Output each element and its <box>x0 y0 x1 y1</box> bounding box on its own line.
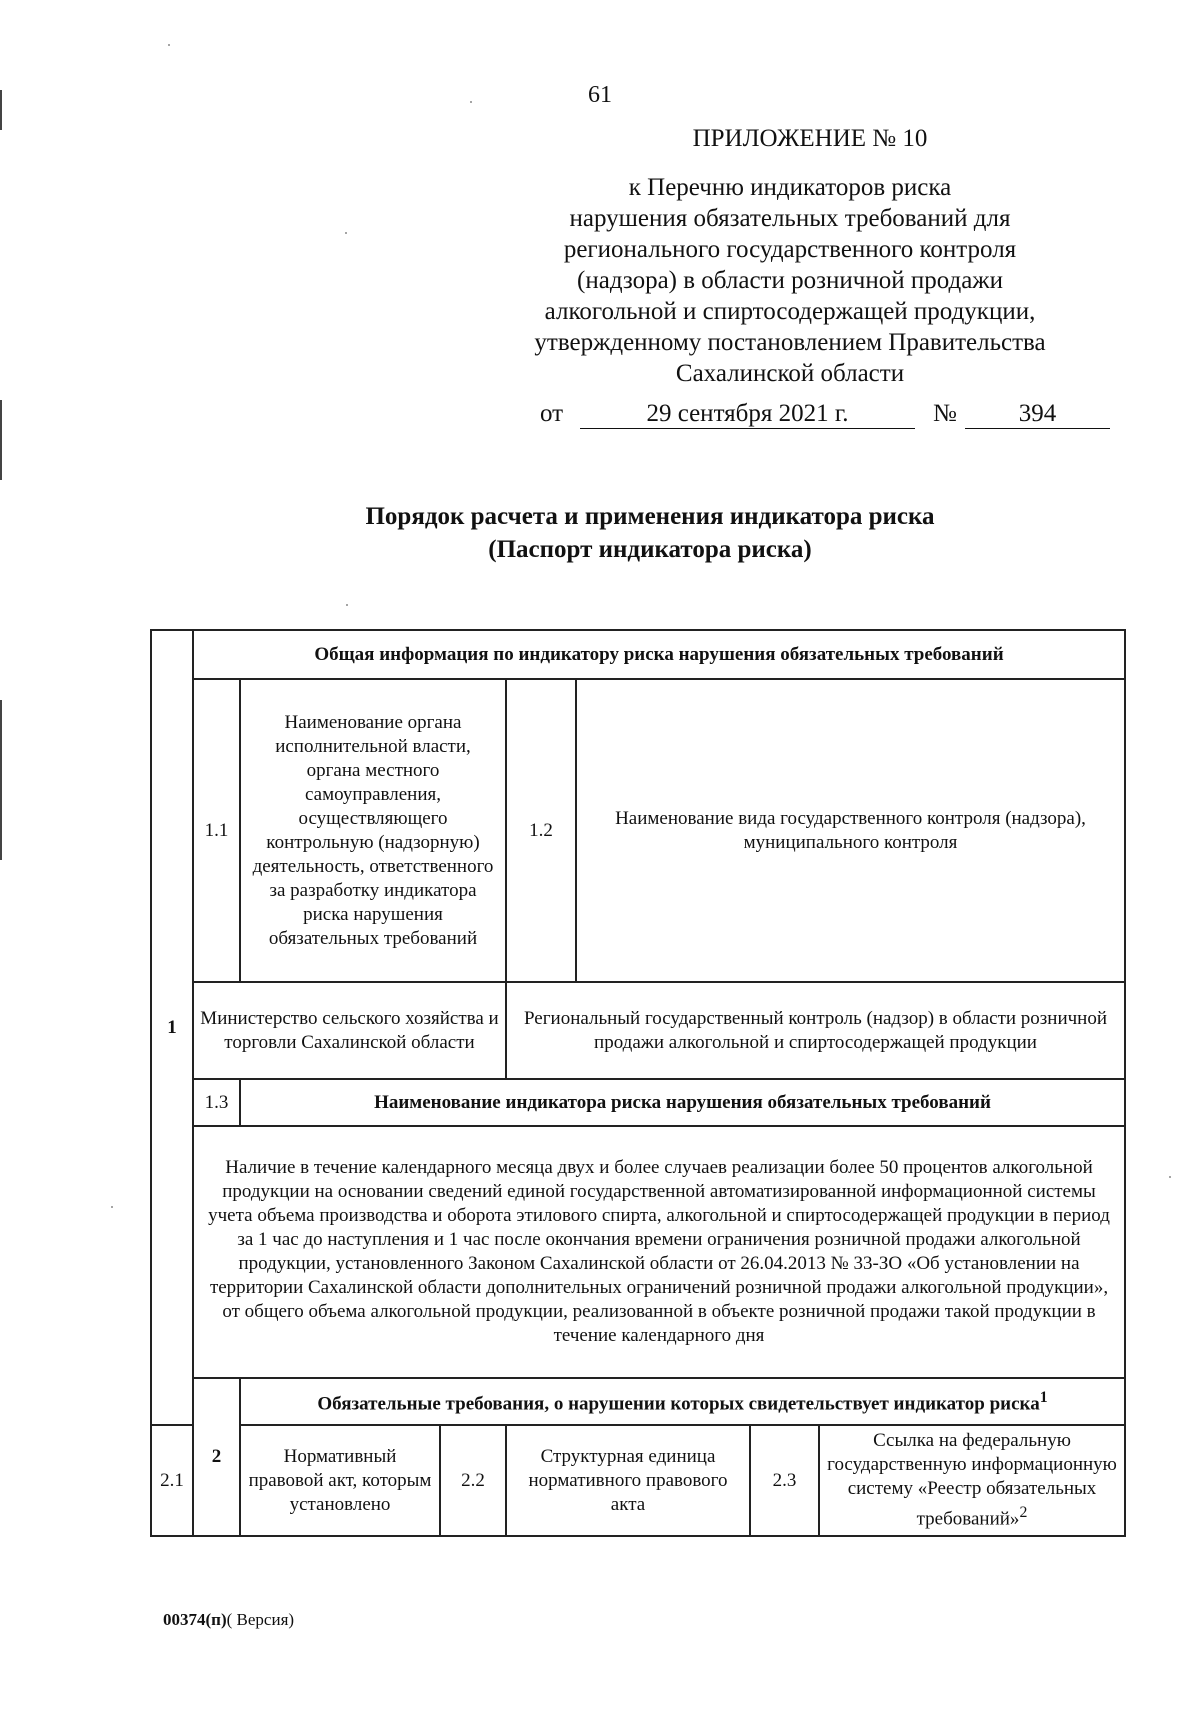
footer-version: ( Версия) <box>226 1610 295 1629</box>
decree-date-line <box>540 400 1120 436</box>
scan-dust <box>168 44 170 46</box>
section-2-header <box>240 1378 1125 1425</box>
scan-dust <box>346 604 348 606</box>
decree-number: 394 <box>965 400 1110 429</box>
scan-edge-mark <box>0 700 2 860</box>
item-1-2-number: 1.2 <box>506 679 576 982</box>
section-1-number: 1 <box>151 630 193 1425</box>
footer-code: 00374(п) <box>163 1610 227 1629</box>
footnote-ref-2: 2 <box>1019 1504 1028 1522</box>
scan-edge-mark <box>0 400 2 480</box>
document-title-line2: (Паспорт индикатора риска) <box>488 536 812 563</box>
item-1-3-number: 1.3 <box>193 1079 240 1126</box>
item-1-1-number: 1.1 <box>193 679 240 982</box>
section-2-header-text: Обязательные требования, о нарушении которых свидетельствует индикатор риска <box>317 1393 1040 1415</box>
item-2-3-label <box>819 1425 1125 1536</box>
item-2-3-number: 2.3 <box>750 1425 819 1536</box>
number-prefix: № <box>933 400 957 427</box>
item-1-2-label: Наименование вида государственного контроля (надзора), муниципального контроля <box>576 679 1125 982</box>
footnote-ref-1: 1 <box>1039 1389 1048 1407</box>
document-title-line1: Порядок расчета и применения индикатора риска <box>365 503 935 530</box>
section-2-number: 2 <box>193 1378 240 1536</box>
document-title <box>0 500 1200 566</box>
item-1-3-value: Наличие в течение календарного месяца двух и более случаев реализации более 50 процентов алкогольной продукции на основании сведений единой государственной автоматизированной информационной системы учета объема производства и оборота этилового спирта, алкогольной и спиртосодержащей продукции в период за 1 час до наступления и 1 час после окончания времени ограничения розничной продажи алкогольной продукции, установленного Законом Сахалинской области от 26.04.2013 № 33-ЗО «Об установлении на территории Сахалинской области дополнительных ограничений розничной продажи алкогольной продукции», от общего объема алкогольной продукции, реализованной в объекте розничной продажи такой продукции в течение календарного дня <box>193 1126 1125 1378</box>
page-number: 61 <box>588 82 612 108</box>
item-2-2-label: Структурная единица нормативного правового акта <box>506 1425 750 1536</box>
footer-document-code <box>163 1610 294 1630</box>
scan-dust <box>1169 1176 1171 1178</box>
scan-dust <box>345 232 347 234</box>
appendix-subtitle: к Перечню индикаторов риска нарушения обязательных требований для регионального государственного контроля (надзора) в области розничной продажи алкогольной и спиртосодержащей продукции, утвержденному постановлением Правительства Сахалинской области <box>534 174 1046 387</box>
date-prefix: от <box>540 400 564 427</box>
item-2-2-number: 2.2 <box>440 1425 506 1536</box>
item-1-2-value: Региональный государственный контроль (надзор) в области розничной продажи алкогольной и спиртосодержащей продукции <box>506 982 1125 1079</box>
item-2-3-label-text: Ссылка на федеральную государственную информационную систему «Реестр обязательных требований» <box>827 1430 1117 1530</box>
passport-table <box>150 629 1126 1537</box>
scan-dust <box>111 1206 113 1208</box>
decree-date: 29 сентября 2021 г. <box>580 400 915 429</box>
item-1-1-label: Наименование органа исполнительной власти, органа местного самоуправления, осуществляющего контрольную (надзорную) деятельность, ответственного за разработку индикатора риска нарушения обязательных требований <box>240 679 506 982</box>
appendix-title: ПРИЛОЖЕНИЕ № 10 <box>692 125 928 152</box>
item-2-1-number: 2.1 <box>151 1425 193 1536</box>
item-1-3-label: Наименование индикатора риска нарушения обязательных требований <box>240 1079 1125 1126</box>
section-1-header: Общая информация по индикатору риска нарушения обязательных требований <box>193 630 1125 679</box>
item-1-1-value: Министерство сельского хозяйства и торговли Сахалинской области <box>193 982 506 1079</box>
item-2-1-label: Нормативный правовой акт, которым установлено <box>240 1425 440 1536</box>
